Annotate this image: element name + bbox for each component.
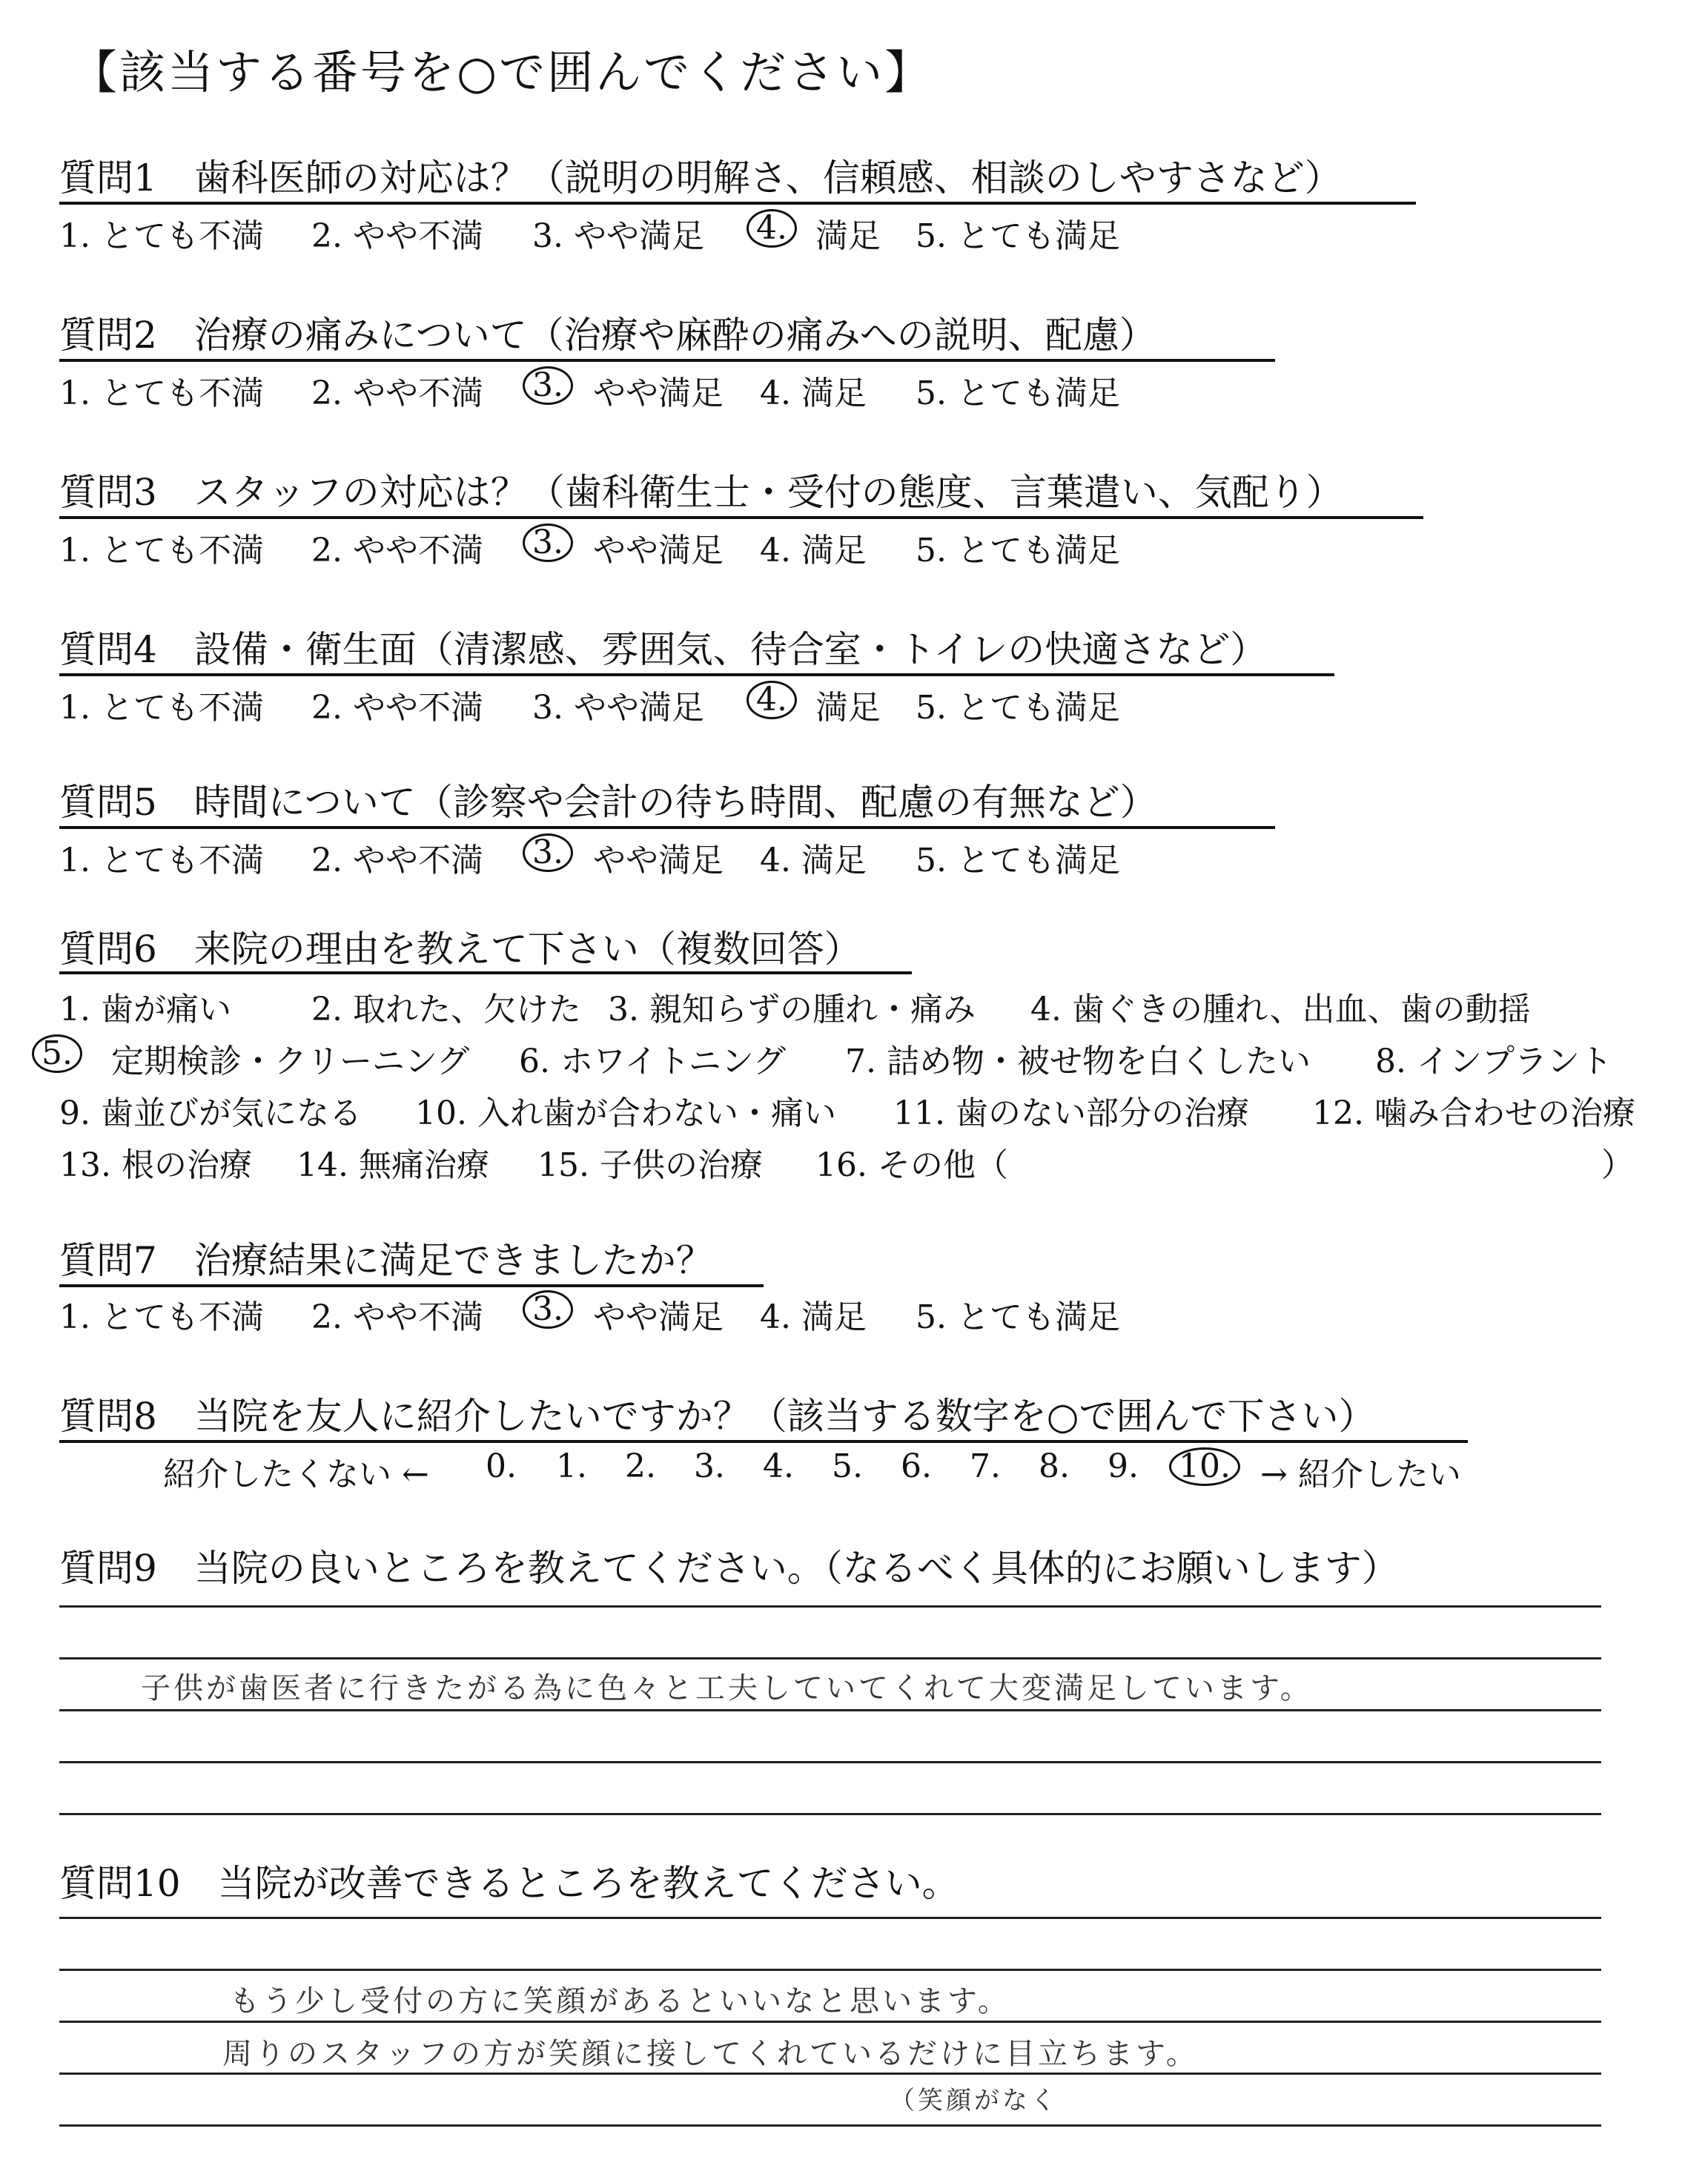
q5-option-5[interactable]: 4. 満足	[760, 842, 867, 879]
q10-line-3	[59, 2021, 1601, 2023]
circle-mark: 3.	[523, 833, 573, 872]
q1-option-6[interactable]: 5. とても満足	[916, 217, 1120, 255]
q5-option-4[interactable]: やや満足	[593, 842, 724, 879]
q7-underline	[59, 1284, 764, 1287]
q6-option-1[interactable]: 1. 歯が痛い	[59, 991, 231, 1028]
q5-option-1[interactable]: 1. とても不満	[59, 842, 264, 879]
q2-title: 質問2 治療の痛みについて（治療や麻酔の痛みへの説明、配慮）	[59, 314, 1156, 357]
q1-option-1[interactable]: 1. とても不満	[59, 217, 264, 255]
q3-option-circled[interactable]	[532, 524, 573, 562]
q8-scale-10[interactable]	[1179, 1447, 1240, 1486]
q7-option-1[interactable]: 1. とても不満	[59, 1298, 264, 1336]
q8-scale-1[interactable]: 1.	[556, 1447, 587, 1485]
q4-title: 質問4 設備・衛生面（清潔感、雰囲気、待合室・トイレの快適さなど）	[59, 628, 1268, 671]
q6-option-11[interactable]: 11. 歯のない部分の治療	[893, 1094, 1249, 1132]
q5-option-circled[interactable]	[532, 833, 573, 872]
q4-option-5[interactable]: 満足	[815, 689, 881, 727]
q4-option-2[interactable]: 2. やや不満	[311, 689, 483, 727]
circle-mark: 4.	[747, 681, 797, 719]
q7-title: 質問7 治療結果に満足できましたか？	[59, 1239, 713, 1282]
q1-underline	[59, 202, 1416, 205]
q6-option-4[interactable]: 4. 歯ぐきの腫れ、出血、歯の動揺	[1030, 991, 1531, 1028]
q5-option-2[interactable]: 2. やや不満	[311, 842, 483, 879]
q9-line-2	[59, 1657, 1601, 1659]
q10-handwritten-insert: （笑顔がなく	[890, 2086, 1059, 2116]
q6-option-12[interactable]: 12. 噛み合わせの治療	[1312, 1094, 1635, 1132]
q7-option-2[interactable]: 2. やや不満	[311, 1298, 483, 1336]
q6-option-10[interactable]: 10. 入れ歯が合わない・痛い	[415, 1094, 836, 1132]
circle-mark: 5.	[32, 1034, 82, 1073]
q4-underline	[59, 673, 1334, 676]
q10-line-4	[59, 2073, 1601, 2075]
q6-title: 質問6 来院の理由を教えて下さい（複数回答）	[59, 928, 861, 971]
q6-option-5[interactable]	[42, 1034, 82, 1073]
q3-option-5[interactable]: 4. 満足	[760, 532, 867, 569]
q1-option-circled[interactable]	[756, 209, 797, 248]
q9-line-1	[59, 1605, 1601, 1608]
q8-scale-5[interactable]: 5.	[832, 1447, 863, 1485]
q7-option-3[interactable]	[532, 1290, 573, 1329]
q8-underline	[59, 1440, 1468, 1443]
q6-underline	[59, 971, 912, 974]
q10-title: 質問10 当院が改善できるところを教えてください。	[59, 1862, 959, 1905]
q9-handwritten-answer: 子供が歯医者に行きたがる為に色々と工夫していてくれて大変満足しています。	[141, 1671, 1313, 1705]
q8-scale-3[interactable]: 3.	[694, 1447, 725, 1485]
q3-underline	[59, 516, 1423, 519]
q6-option-7[interactable]: 7. 詰め物・被せ物を白くしたい	[845, 1043, 1311, 1080]
q4-option-1[interactable]: 1. とても不満	[59, 689, 264, 727]
q1-title: 質問1 歯科医師の対応は？（説明の明解さ、信頼感、相談のしやすさなど）	[59, 156, 1342, 199]
q3-title: 質問3 スタッフの対応は？（歯科衛生士・受付の態度、言葉遣い、気配り）	[59, 471, 1343, 514]
q1-option-5[interactable]: 満足	[815, 217, 881, 255]
circle-mark: 3.	[523, 366, 573, 405]
q1-option-3[interactable]: 3. やや満足	[532, 217, 704, 255]
q8-scale-9[interactable]: 9.	[1108, 1447, 1139, 1485]
q8-scale-7[interactable]: 7.	[970, 1447, 1001, 1485]
q6-option-13[interactable]: 13. 根の治療	[59, 1146, 252, 1184]
q6-option-5-label: 定期検診・クリーニング	[111, 1043, 470, 1080]
q4-option-3[interactable]: 3. やや満足	[532, 689, 704, 727]
q6-option-15[interactable]: 15. 子供の治療	[537, 1146, 763, 1184]
q5-title: 質問5 時間について（診察や会計の待ち時間、配慮の有無など）	[59, 781, 1157, 824]
q10-line-2	[59, 1969, 1601, 1971]
q10-handwritten-answer-2: 周りのスタッフの方が笑顔に接してくれているだけに目立ちます。	[222, 2037, 1199, 2071]
q6-option-14[interactable]: 14. 無痛治療	[297, 1146, 489, 1184]
q6-option-3[interactable]: 3. 親知らずの腫れ・痛み	[608, 991, 976, 1028]
q4-option-circled[interactable]	[756, 681, 797, 719]
q6-option-2[interactable]: 2. 取れた、欠けた	[311, 991, 581, 1028]
q7-option-5[interactable]: 5. とても満足	[916, 1298, 1120, 1336]
circle-mark: 3.	[523, 524, 573, 562]
q8-title: 質問8 当院を友人に紹介したいですか？（該当する数字を○で囲んで下さい）	[59, 1395, 1376, 1438]
q7-option-4[interactable]: 4. 満足	[760, 1298, 867, 1336]
q2-option-circled[interactable]	[532, 366, 573, 405]
q2-option-1[interactable]: 1. とても不満	[59, 374, 264, 412]
page-title: 【該当する番号を○で囲んでください】	[71, 45, 933, 99]
q8-left-label: 紹介したくない ←	[163, 1456, 429, 1493]
q8-right-label: → 紹介したい	[1260, 1456, 1461, 1493]
q5-option-6[interactable]: 5. とても満足	[916, 842, 1120, 879]
q10-line-5	[59, 2124, 1601, 2127]
q6-other-close: ）	[1601, 1146, 1634, 1184]
q2-option-6[interactable]: 5. とても満足	[916, 374, 1120, 412]
q8-scale-8[interactable]: 8.	[1039, 1447, 1070, 1485]
q6-option-16[interactable]: 16. その他（	[815, 1146, 1008, 1184]
q2-option-5[interactable]: 4. 満足	[760, 374, 867, 412]
q3-option-6[interactable]: 5. とても満足	[916, 532, 1120, 569]
q7-option-3-label: やや満足	[593, 1298, 724, 1336]
q8-scale-6[interactable]: 6.	[901, 1447, 932, 1485]
q2-option-4[interactable]: やや満足	[593, 374, 724, 412]
circle-mark: 4.	[747, 209, 797, 248]
q9-line-5	[59, 1813, 1601, 1815]
q10-line-1	[59, 1917, 1601, 1919]
q1-option-2[interactable]: 2. やや不満	[311, 217, 483, 255]
q9-title: 質問9 当院の良いところを教えてください。（なるべく具体的にお願いします）	[59, 1547, 1399, 1590]
circle-mark: 3.	[523, 1290, 573, 1329]
q8-scale-2[interactable]: 2.	[625, 1447, 656, 1485]
circle-mark: 10.	[1169, 1447, 1240, 1486]
q9-line-4	[59, 1761, 1601, 1763]
q4-option-6[interactable]: 5. とても満足	[916, 689, 1120, 727]
q6-option-6[interactable]: 6. ホワイトニング	[519, 1043, 787, 1080]
q3-option-4[interactable]: やや満足	[593, 532, 724, 569]
q5-underline	[59, 826, 1275, 829]
q3-option-2[interactable]: 2. やや不満	[311, 532, 483, 569]
q2-underline	[59, 359, 1275, 362]
q9-line-3	[59, 1709, 1601, 1711]
q8-scale-0[interactable]: 0.	[486, 1447, 517, 1485]
q10-handwritten-answer-1: もう少し受付の方に笑顔があるといいなと思います。	[230, 1984, 1010, 2018]
q2-option-2[interactable]: 2. やや不満	[311, 374, 483, 412]
q6-option-9[interactable]: 9. 歯並びが気になる	[59, 1094, 362, 1132]
q8-scale-4[interactable]: 4.	[763, 1447, 794, 1485]
q6-option-8[interactable]: 8. インプラント	[1375, 1043, 1612, 1080]
q3-option-1[interactable]: 1. とても不満	[59, 532, 264, 569]
